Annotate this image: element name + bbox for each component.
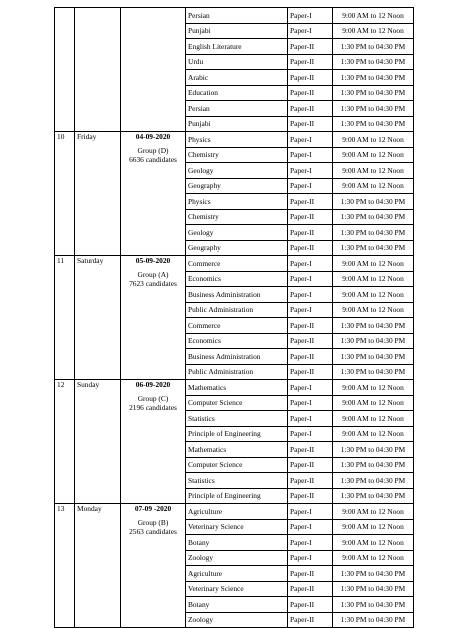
exam-date: 06-09-2020 [135,380,171,389]
time-cell: 1:30 PM to 04:30 PM [333,364,414,380]
paper-cell: Paper-I [288,178,333,194]
paper-cell: Paper-I [288,23,333,39]
paper-cell: Paper-I [288,519,333,535]
subject-cell: Business Administration [186,349,288,365]
time-cell: 9:00 AM to 12 Noon [333,504,414,520]
paper-cell: Paper-I [288,426,333,442]
time-cell: 9:00 AM to 12 Noon [333,8,414,24]
subject-cell: Zoology [186,612,288,628]
subject-cell: Economics [186,271,288,287]
paper-cell: Paper-I [288,271,333,287]
time-cell: 9:00 AM to 12 Noon [333,411,414,427]
time-cell: 1:30 PM to 04:30 PM [333,597,414,613]
subject-cell: Public Administration [186,364,288,380]
paper-cell: Paper-I [288,302,333,318]
subject-cell: Urdu [186,54,288,70]
time-cell: 1:30 PM to 04:30 PM [333,488,414,504]
time-cell: 1:30 PM to 04:30 PM [333,116,414,132]
paper-cell: Paper-II [288,581,333,597]
subject-cell: Agriculture [186,504,288,520]
time-cell: 9:00 AM to 12 Noon [333,535,414,551]
time-cell: 1:30 PM to 04:30 PM [333,225,414,241]
subject-cell: Botany [186,597,288,613]
time-cell: 9:00 AM to 12 Noon [333,395,414,411]
paper-cell: Paper-II [288,54,333,70]
subject-cell: Geography [186,178,288,194]
paper-cell: Paper-II [288,442,333,458]
paper-cell: Paper-I [288,287,333,303]
date-group-cell [121,380,186,504]
paper-cell: Paper-II [288,566,333,582]
paper-cell: Paper-I [288,8,333,24]
time-cell: 9:00 AM to 12 Noon [333,147,414,163]
subject-cell: Arabic [186,70,288,86]
subject-cell: Veterinary Science [186,519,288,535]
day-cell: Friday [75,132,121,256]
time-cell: 1:30 PM to 04:30 PM [333,240,414,256]
paper-cell: Paper-II [288,194,333,210]
time-cell: 1:30 PM to 04:30 PM [333,612,414,628]
subject-cell: Punjabi [186,116,288,132]
paper-cell: Paper-II [288,225,333,241]
time-cell: 9:00 AM to 12 Noon [333,380,414,396]
paper-cell: Paper-I [288,256,333,272]
serial-number-cell: 10 [55,132,75,256]
subject-cell: Botany [186,535,288,551]
day-cell: Sunday [75,380,121,504]
table-row [55,504,414,520]
group-label: Group (B) [137,518,169,528]
subject-cell: Statistics [186,411,288,427]
time-cell: 1:30 PM to 04:30 PM [333,54,414,70]
paper-cell: Paper-II [288,39,333,55]
time-cell: 9:00 AM to 12 Noon [333,132,414,148]
group-label: Group (C) [137,394,169,404]
exam-schedule-body [55,8,414,628]
paper-cell: Paper-I [288,147,333,163]
candidate-count: 2563 candidates [129,526,177,536]
paper-cell: Paper-II [288,85,333,101]
serial-number-cell: 11 [55,256,75,380]
table-row [55,8,414,24]
paper-cell: Paper-II [288,364,333,380]
time-cell: 1:30 PM to 04:30 PM [333,85,414,101]
exam-date: 04-09-2020 [135,132,171,141]
subject-cell: Physics [186,132,288,148]
candidate-count: 6636 candidates [129,154,177,164]
subject-cell: Business Administration [186,287,288,303]
paper-cell: Paper-II [288,457,333,473]
day-cell: Monday [75,504,121,628]
time-cell: 1:30 PM to 04:30 PM [333,349,414,365]
subject-cell: Veterinary Science [186,581,288,597]
subject-cell: Chemistry [186,209,288,225]
paper-cell: Paper-II [288,333,333,349]
subject-cell: Agriculture [186,566,288,582]
paper-cell: Paper-I [288,395,333,411]
paper-cell: Paper-II [288,116,333,132]
paper-cell: Paper-I [288,550,333,566]
time-cell: 1:30 PM to 04:30 PM [333,194,414,210]
subject-cell: Computer Science [186,395,288,411]
paper-cell: Paper-II [288,473,333,489]
exam-schedule-table [54,7,414,628]
table-row [55,380,414,396]
time-cell: 9:00 AM to 12 Noon [333,426,414,442]
subject-cell: Computer Science [186,457,288,473]
group-label: Group (A) [137,270,169,280]
subject-cell: Education [186,85,288,101]
subject-cell: Persian [186,8,288,24]
paper-cell: Paper-I [288,163,333,179]
paper-cell: Paper-I [288,380,333,396]
subject-cell: Principle of Engineering [186,488,288,504]
paper-cell: Paper-II [288,612,333,628]
group-label: Group (D) [137,146,169,156]
date-group-cell [121,504,186,628]
subject-cell: Statistics [186,473,288,489]
candidate-count: 2196 candidates [129,402,177,412]
subject-cell: Geography [186,240,288,256]
subject-cell: Persian [186,101,288,117]
time-cell: 9:00 AM to 12 Noon [333,550,414,566]
time-cell: 1:30 PM to 04:30 PM [333,566,414,582]
paper-cell: Paper-II [288,318,333,334]
exam-date: 07-09 -2020 [134,504,172,513]
paper-cell: Paper-II [288,349,333,365]
time-cell: 1:30 PM to 04:30 PM [333,581,414,597]
subject-cell: Geology [186,225,288,241]
serial-number-cell: 12 [55,380,75,504]
time-cell: 1:30 PM to 04:30 PM [333,442,414,458]
time-cell: 1:30 PM to 04:30 PM [333,101,414,117]
day-cell [75,8,121,132]
time-cell: 1:30 PM to 04:30 PM [333,209,414,225]
time-cell: 1:30 PM to 04:30 PM [333,39,414,55]
subject-cell: Public Administration [186,302,288,318]
subject-cell: Punjabi [186,23,288,39]
paper-cell: Paper-I [288,535,333,551]
time-cell: 1:30 PM to 04:30 PM [333,70,414,86]
subject-cell: Mathematics [186,442,288,458]
subject-cell: Chemistry [186,147,288,163]
time-cell: 9:00 AM to 12 Noon [333,23,414,39]
subject-cell: Zoology [186,550,288,566]
time-cell: 1:30 PM to 04:30 PM [333,333,414,349]
candidate-count: 7623 candidates [129,278,177,288]
serial-number-cell [55,8,75,132]
paper-cell: Paper-II [288,101,333,117]
time-cell: 9:00 AM to 12 Noon [333,163,414,179]
time-cell: 1:30 PM to 04:30 PM [333,457,414,473]
subject-cell: Principle of Engineering [186,426,288,442]
paper-cell: Paper-I [288,132,333,148]
subject-cell: Mathematics [186,380,288,396]
subject-cell: Commerce [186,318,288,334]
paper-cell: Paper-II [288,488,333,504]
time-cell: 9:00 AM to 12 Noon [333,271,414,287]
paper-cell: Paper-II [288,209,333,225]
day-cell: Saturday [75,256,121,380]
date-group-cell [121,8,186,132]
date-group-cell [121,256,186,380]
subject-cell: Physics [186,194,288,210]
time-cell: 1:30 PM to 04:30 PM [333,473,414,489]
paper-cell: Paper-II [288,597,333,613]
paper-cell: Paper-II [288,70,333,86]
subject-cell: English Literature [186,39,288,55]
paper-cell: Paper-II [288,240,333,256]
subject-cell: Commerce [186,256,288,272]
time-cell: 9:00 AM to 12 Noon [333,519,414,535]
time-cell: 9:00 AM to 12 Noon [333,178,414,194]
time-cell: 9:00 AM to 12 Noon [333,256,414,272]
time-cell: 1:30 PM to 04:30 PM [333,318,414,334]
paper-cell: Paper-I [288,504,333,520]
time-cell: 9:00 AM to 12 Noon [333,287,414,303]
subject-cell: Economics [186,333,288,349]
time-cell: 9:00 AM to 12 Noon [333,302,414,318]
date-group-cell [121,132,186,256]
table-row [55,256,414,272]
table-row [55,132,414,148]
serial-number-cell: 13 [55,504,75,628]
subject-cell: Geology [186,163,288,179]
exam-date: 05-09-2020 [135,256,171,265]
paper-cell: Paper-I [288,411,333,427]
